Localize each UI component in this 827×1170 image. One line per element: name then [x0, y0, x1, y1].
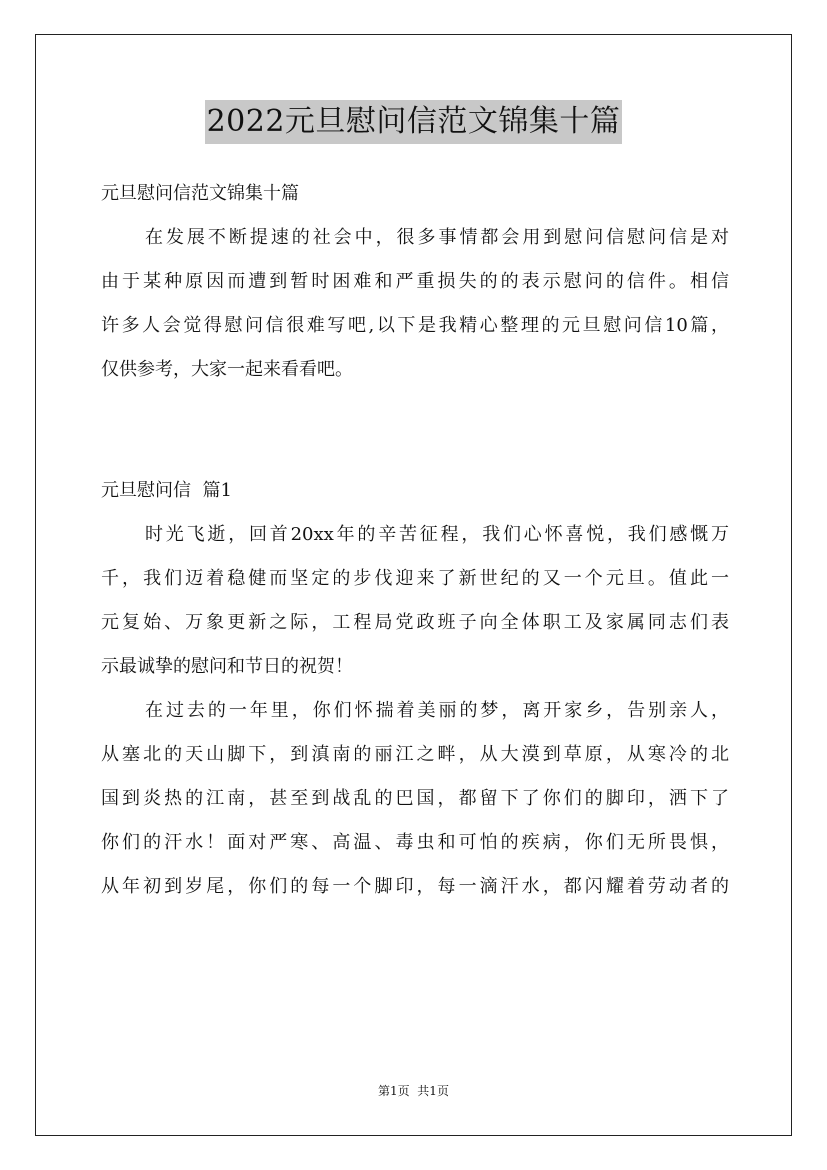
paragraph-gap — [101, 392, 729, 469]
document-body — [101, 172, 729, 909]
intro-line-3: 许多人会觉得慰问信很难写吧,以下是我精心整理的元旦慰问信10篇， — [101, 315, 729, 336]
intro-line-2: 由于某种原因而遭到暂时困难和严重损失的的表示慰问的信件。相信 — [101, 271, 729, 292]
para2-line-2: 从塞北的天山脚下，到滇南的丽江之畔，从大漠到草原，从寒冷的北 — [101, 744, 729, 765]
page-footer: 第1页 共1页 — [378, 1084, 449, 1098]
intro-line-1: 在发展不断提速的社会中，很多事情都会用到慰问信慰问信是对 — [145, 227, 729, 248]
document-title: 2022元旦慰问信范文锦集十篇 — [205, 100, 623, 144]
para2-line-4: 你们的汗水！面对严寒、高温、毒虫和可怕的疾病，你们无所畏惧， — [101, 832, 729, 853]
section-heading: 元旦慰问信 篇1 — [101, 480, 232, 501]
para1-line-1: 时光飞逝，回首20xx年的辛苦征程，我们心怀喜悦，我们感慨万 — [145, 524, 729, 545]
para2-line-3: 国到炎热的江南，甚至到战乱的巴国，都留下了你们的脚印，洒下了 — [101, 788, 729, 809]
subtitle: 元旦慰问信范文锦集十篇 — [101, 183, 299, 204]
para1-line-4: 示最诚挚的慰问和节日的祝贺！ — [101, 656, 353, 677]
title-wrap — [0, 100, 827, 144]
para1-line-3: 元复始、万象更新之际，工程局党政班子向全体职工及家属同志们表 — [101, 612, 729, 633]
para2-line-1: 在过去的一年里，你们怀揣着美丽的梦，离开家乡，告别亲人， — [145, 700, 729, 721]
para1-line-2: 千，我们迈着稳健而坚定的步伐迎来了新世纪的又一个元旦。值此一 — [101, 568, 729, 589]
intro-line-4: 仅供参考，大家一起来看看吧。 — [101, 359, 353, 380]
para2-line-5: 从年初到岁尾，你们的每一个脚印，每一滴汗水，都闪耀着劳动者的 — [101, 876, 729, 897]
